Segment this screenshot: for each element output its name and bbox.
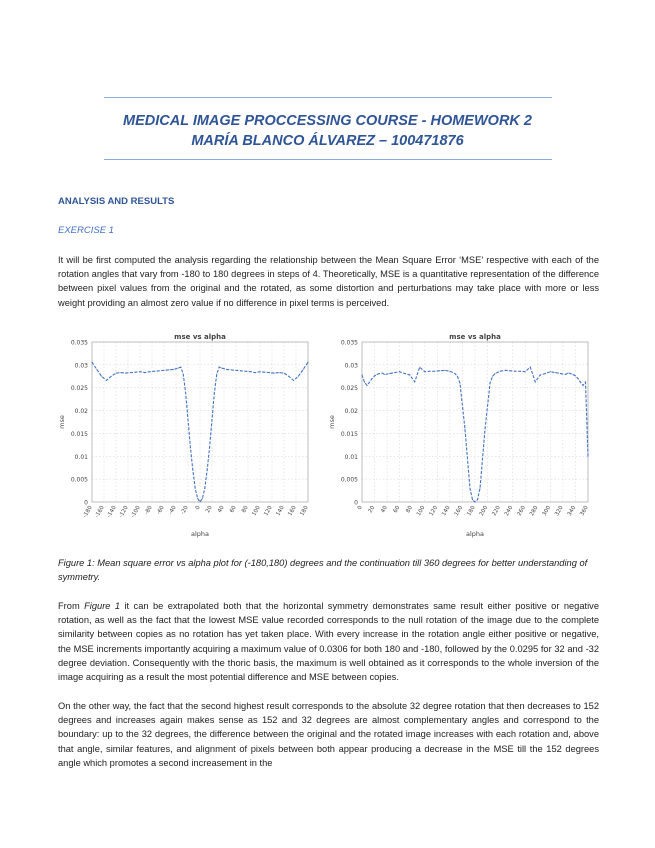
y-tick-label: 0.025 [340, 385, 358, 393]
data-point [92, 362, 93, 363]
chart-title: mse vs alpha [449, 333, 501, 341]
y-tick-label: 0.02 [74, 408, 88, 416]
data-point [575, 375, 576, 376]
y-tick-label: 0.015 [340, 430, 358, 438]
y-tick-label: 0.035 [70, 339, 88, 347]
analysis-paragraph [58, 599, 599, 684]
data-point [264, 372, 265, 373]
data-point [382, 373, 383, 374]
data-point [140, 371, 141, 372]
data-point [284, 373, 285, 374]
x-tick-label: -120 [118, 505, 130, 519]
data-point [429, 371, 430, 372]
data-point [525, 371, 526, 372]
data-point [495, 373, 496, 374]
series-line [92, 362, 308, 502]
data-point [200, 502, 201, 503]
x-tick-label: -40 [168, 505, 178, 516]
chart-title: mse vs alpha [174, 333, 226, 341]
data-point [106, 380, 107, 381]
data-point [135, 372, 136, 373]
data-point [164, 370, 165, 371]
data-point [168, 369, 169, 370]
y-tick-label: 0.015 [70, 430, 88, 438]
y-tick-label: 0.02 [344, 408, 358, 416]
data-point [374, 375, 375, 376]
data-point [567, 373, 568, 374]
y-tick-label: 0.035 [340, 339, 358, 347]
x-tick-label: -100 [130, 505, 142, 519]
x-tick-label: -80 [144, 505, 154, 516]
data-point [159, 370, 160, 371]
data-point [308, 362, 309, 363]
data-point [212, 419, 213, 420]
data-point [414, 381, 415, 382]
y-axis-label: mse [58, 415, 66, 429]
exercise-heading: EXERCISE 1 [58, 225, 114, 236]
data-point [577, 378, 578, 379]
x-tick-label: 20 [367, 505, 377, 515]
data-point [116, 373, 117, 374]
data-point [111, 376, 112, 377]
data-point [530, 367, 531, 368]
data-point [379, 373, 380, 374]
data-point [389, 373, 390, 374]
x-tick-label: 220 [491, 505, 502, 518]
data-point [515, 371, 516, 372]
x-tick-label: 180 [466, 505, 477, 518]
x-tick-label: -60 [156, 505, 166, 516]
data-point [394, 372, 395, 373]
data-point [485, 428, 486, 429]
data-point [188, 419, 189, 420]
y-tick-label: 0 [84, 499, 88, 507]
data-point [209, 447, 210, 448]
data-point [510, 370, 511, 371]
analysis-text-start: From [58, 601, 85, 611]
x-tick-label: 100 [251, 505, 262, 518]
x-tick-label: 40 [217, 505, 226, 515]
data-point [362, 374, 363, 375]
y-tick-label: 0.03 [344, 362, 358, 370]
symmetry-paragraph: On the other way, the fact that the second highest result corresponds to the absolute 32 degree rotation that then decreases to 152 degrees and increases again makes sense as 152 and 32 degrees are almost complementary angles and correspond to the boundary: up to the 32 degrees, the difference between the original and the rotated image increases with each rotation and, above that angle, similar features, and alignment of pixels between both appear producing a decrease in the MSE till the 152 degrees angle which promotes a second increasement in the [58, 701, 599, 768]
data-point [384, 374, 385, 375]
x-axis-label: alpha [465, 530, 485, 538]
data-point [424, 371, 425, 372]
x-tick-label: 120 [263, 505, 274, 518]
data-point [364, 382, 365, 383]
data-point [492, 376, 493, 377]
x-tick-label: 140 [275, 505, 286, 518]
y-tick-label: 0.01 [344, 453, 358, 461]
data-point [144, 372, 145, 373]
data-point [540, 374, 541, 375]
y-tick-label: 0.03 [74, 362, 88, 370]
y-tick-label: 0.005 [340, 476, 358, 484]
data-point [214, 392, 215, 393]
data-point [434, 371, 435, 372]
plot-frame [92, 342, 308, 502]
top-rule [104, 97, 552, 98]
y-tick-label: 0 [354, 499, 358, 507]
data-point [570, 373, 571, 374]
data-point [288, 376, 289, 377]
data-point [545, 373, 546, 374]
data-point [240, 370, 241, 371]
data-point [221, 368, 222, 369]
x-tick-label: 200 [478, 505, 490, 518]
data-point [231, 369, 232, 370]
data-point [419, 367, 420, 368]
data-point [377, 374, 378, 375]
x-tick-label: 100 [416, 505, 427, 518]
data-point [190, 447, 191, 448]
x-tick-label: 20 [205, 505, 214, 515]
x-axis-label: alpha [190, 530, 210, 538]
data-point [505, 370, 506, 371]
title-line-2: MARÍA BLANCO ÁLVAREZ – 100471876 [191, 133, 464, 149]
data-point [279, 372, 280, 373]
figure-caption: Figure 1: Mean square error vs alpha plot for (-180,180) degrees and the continuation till 360 degrees for better understanding of symmetry. [58, 558, 588, 583]
data-point [195, 488, 196, 489]
data-point [202, 498, 203, 499]
x-tick-label: 160 [453, 505, 465, 518]
data-point [236, 370, 237, 371]
data-point [367, 385, 368, 386]
data-point [216, 374, 217, 375]
data-point [197, 498, 198, 499]
x-tick-label: -160 [94, 505, 106, 519]
x-tick-label: 0 [194, 505, 202, 512]
x-tick-label: 120 [428, 505, 440, 518]
intro-paragraph: It will be first computed the analysis regarding the relationship between the Mean Square Error ‘MSE’ respective with each of the rotation angles that vary from -180 to 180 degrees in steps of 4. Theoretically, MSE is a quantitative representation of the difference between pixel values from the original and the rotated, as some distortion and perturbations may take place with more or less weight providing an almost zero value if no difference in pixel terms is perceived. [58, 255, 599, 308]
data-point [459, 383, 460, 384]
data-point [520, 371, 521, 372]
data-point [293, 380, 294, 381]
x-tick-label: 80 [241, 505, 250, 515]
data-point [555, 372, 556, 373]
section-heading: ANALYSIS AND RESULTS [58, 196, 175, 207]
x-tick-label: 0 [356, 505, 364, 512]
data-point [490, 383, 491, 384]
data-point [439, 370, 440, 371]
y-axis-label: mse [328, 415, 336, 429]
data-point [154, 371, 155, 372]
data-point [444, 370, 445, 371]
chart-right [326, 330, 594, 540]
data-point [550, 371, 551, 372]
data-point [580, 382, 581, 383]
data-point [255, 372, 256, 373]
data-point [588, 456, 589, 457]
y-tick-label: 0.025 [70, 385, 88, 393]
data-point [260, 371, 261, 372]
data-point [457, 376, 458, 377]
data-point [250, 371, 251, 372]
data-point [565, 374, 566, 375]
data-point [372, 378, 373, 379]
data-point [475, 502, 476, 503]
data-point [178, 368, 179, 369]
data-point [207, 470, 208, 471]
x-tick-label: 160 [287, 505, 298, 518]
data-point [96, 369, 97, 370]
data-point [269, 372, 270, 373]
data-point [120, 372, 121, 373]
bottom-rule [104, 159, 552, 160]
chart-left [56, 330, 314, 540]
data-point [303, 369, 304, 370]
data-point [582, 385, 583, 386]
data-point [469, 488, 470, 489]
data-point [399, 371, 400, 372]
data-point [149, 371, 150, 372]
data-point [173, 369, 174, 370]
x-tick-label: 40 [380, 505, 389, 515]
data-point [185, 392, 186, 393]
data-point [480, 488, 481, 489]
data-point [500, 371, 501, 372]
data-point [183, 374, 184, 375]
series-line [362, 367, 588, 502]
data-point [125, 373, 126, 374]
data-point [560, 373, 561, 374]
x-tick-label: 180 [299, 505, 310, 518]
figure-reference: Figure 1 [84, 601, 121, 611]
data-point [572, 374, 573, 375]
x-tick-label: 60 [229, 505, 238, 515]
data-point [226, 369, 227, 370]
data-point [535, 381, 536, 382]
x-tick-label: 140 [441, 505, 452, 518]
x-tick-label: 260 [516, 505, 527, 518]
data-point [245, 371, 246, 372]
data-point [369, 382, 370, 383]
data-point [130, 372, 131, 373]
data-point [404, 373, 405, 374]
x-tick-label: -180 [82, 505, 94, 519]
x-tick-label: 280 [529, 505, 540, 518]
data-point [298, 376, 299, 377]
data-point [219, 367, 220, 368]
x-tick-label: 300 [541, 505, 553, 518]
x-tick-label: 80 [405, 505, 414, 515]
data-point [472, 499, 473, 500]
x-tick-label: 360 [579, 505, 590, 518]
data-point [477, 499, 478, 500]
data-point [449, 371, 450, 372]
data-point [454, 373, 455, 374]
y-tick-label: 0.01 [74, 453, 88, 461]
title-line-1: MEDICAL IMAGE PROCCESSING COURSE - HOMEWORK 2 [123, 113, 532, 129]
data-point [274, 373, 275, 374]
data-point [101, 376, 102, 377]
data-point [585, 382, 586, 383]
x-tick-label: 340 [566, 505, 578, 518]
x-tick-label: -140 [106, 505, 118, 519]
data-point [204, 488, 205, 489]
data-point [192, 470, 193, 471]
data-point [409, 374, 410, 375]
x-tick-label: 60 [392, 505, 402, 515]
plot-frame [362, 342, 588, 502]
x-tick-label: 240 [503, 505, 515, 518]
analysis-text-rest: it can be extrapolated both that the horizontal symmetry demonstrates same result either positive or negative rotation, as well as the fact that the lowest MSE value recorded corresponds to the null rotation of the image due to the complete similarity between copies as no rotation has yet taken place. With every increase in the rotation angle either positive or negative, the MSE increments importantly acquiring a maximum value of 0.0306 for both 180 and -180, followed by the 0.0295 for 32 and -32 degree deviation. Consequently with the thoric basis, the maximum is well obtained as it corresponds to the whole inversion of the image acquiring as a result the most potential difference and MSE between copies. [58, 601, 599, 683]
y-tick-label: 0.005 [70, 476, 88, 484]
data-point [180, 367, 181, 368]
data-point [464, 428, 465, 429]
x-tick-label: -20 [180, 505, 190, 516]
x-tick-label: 320 [554, 505, 565, 518]
